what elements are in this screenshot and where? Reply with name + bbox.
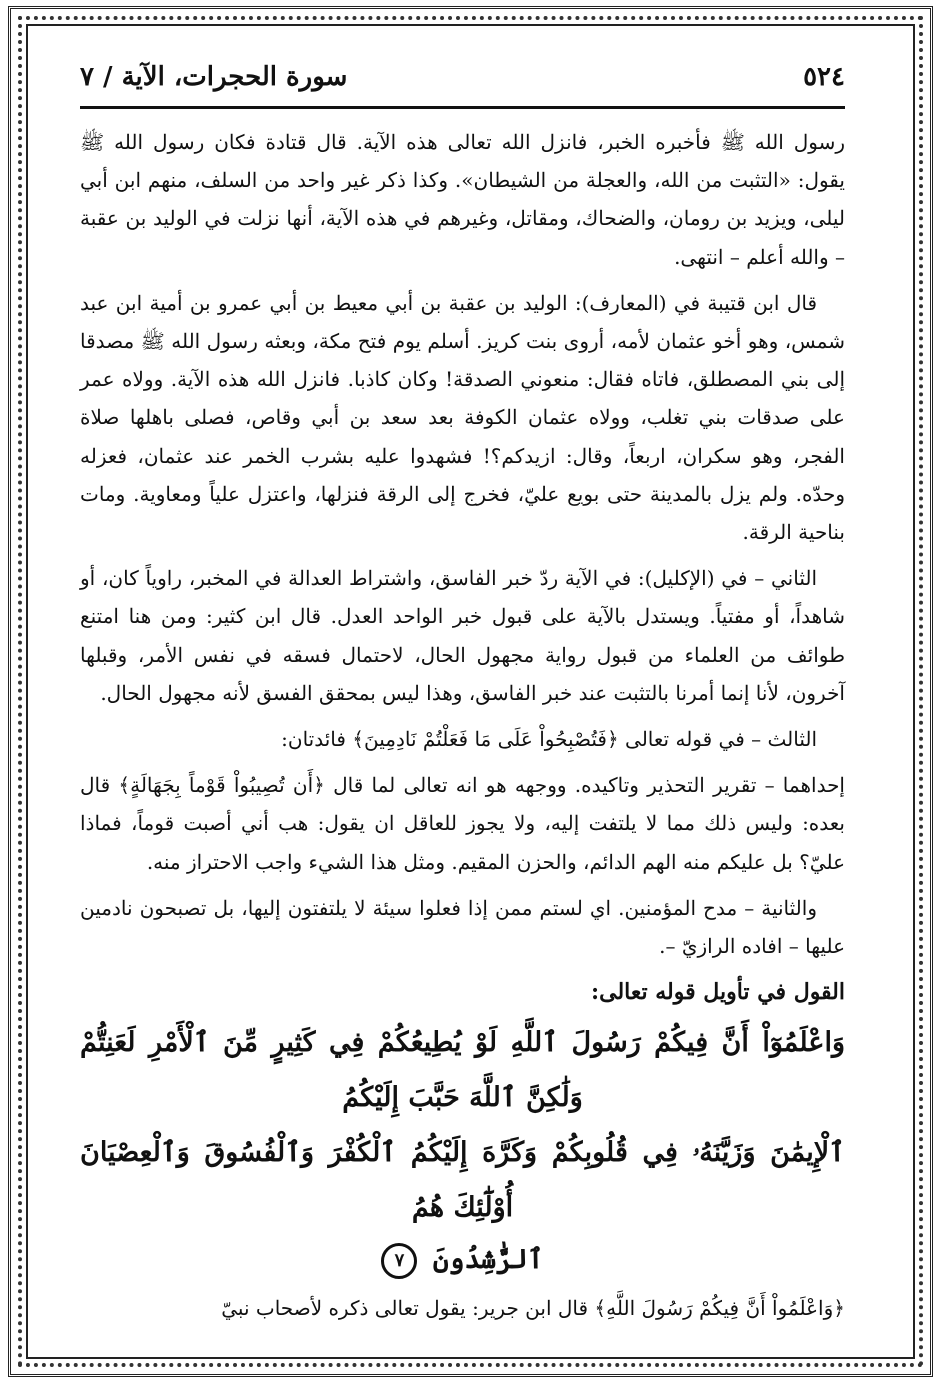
running-title: سورة الحجرات، الآية / ٧	[80, 62, 348, 92]
paragraph-5: إحداهما – تقرير التحذير وتاكيده. ووجهه هو انه تعالى لما قال ﴿أَن تُصِيبُواْ قَوْماً بِجَهَالَةٍ﴾ قال بعده: وليس ذلك مما لا يلتفت إليه، ولا يجوز للعاقل ان يقول: هب أني أصبت قوماً، فماذا عليّ؟ بل عليكم منه الهم الدائم، والحزن المقيم. ومثل هذا الشيء واجب الاحتراز منه.	[80, 773, 845, 874]
paragraph-3: الثاني – في (الإكليل): في الآية ردّ خبر الفاسق، واشتراط العدالة في المخبر، راوياً كان، أو شاهداً، أو مفتياً. ويستدل بالآية على قبول خبر الواحد العدل. قال ابن كثير: ومن هنا امتنع طوائف من العلماء من قبول رواية مجهول الحال، لاحتمال فسقه في نفس الأمر، وقبلها آخرون، لأنا إنما أمرنا بالتثبت عند خبر الفاسق، وهذا ليس بمحقق الفسق لأنه مجهول الحال.	[80, 566, 845, 705]
quran-verse-end-word: ٱلرَّٰشِدُونَ	[432, 1244, 544, 1276]
page-number: ٥٢٤	[803, 62, 845, 92]
ayah-number-marker: ٧	[381, 1243, 417, 1279]
section-heading: القول في تأويل قوله تعالى:	[591, 979, 845, 1006]
quran-verse-line-1: وَاعْلَمُوٓاْ أَنَّ فِيكُمْ رَسُولَ ٱللَّهِ لَوْ يُطِيعُكُمْ فِي كَثِيرٍ مِّنَ ٱلْأَمْرِ لَعَنِتُّمْ وَلَٰكِنَّ ٱللَّهَ حَبَّبَ إِلَيْكُمُ	[80, 1027, 845, 1114]
page-body	[80, 109, 845, 1327]
paragraph-2: قال ابن قتيبة في (المعارف): الوليد بن عقبة بن أبي معيط بن أبي عمرو بن أمية ابن عبد شمس، وهو أخو عثمان لأمه، أروى بنت كريز. أسلم يوم فتح مكة، وبعثه رسول الله ﷺ مصدقا إلى بني المصطلق، فاتاه فقال: منعوني الصدقة! وكان كاذبا. فانزل الله هذه الآية. وولاه عمر على صدقات بني تغلب، وولاه عثمان الكوفة بعد سعد بن أبي وقاص، فصلى باهلها صلاة الفجر، وهو سكران، اربعاً، وقال: ازيدكم؟! فشهدوا عليه بشرب الخمر عند عثمان، فعزله وحدّه. ولم يزل بالمدينة حتى بويع عليّ، فخرج إلى الرقة فنزلها، واعتزل علياً ومعاوية. ومات بناحية الرقة.	[80, 290, 845, 545]
paragraph-4: الثالث – في قوله تعالى ﴿فَتُصْبِحُواْ عَلَى مَا فَعَلْتُمْ نَادِمِينَ﴾ فائدتان:	[281, 727, 817, 752]
page-header	[80, 50, 845, 109]
page-content	[80, 50, 845, 1350]
paragraph-6: والثانية – مدح المؤمنين. اي لستم ممن إذا فعلوا سيئة لا يلتفتون إليها، بل تصبحون نادمين عليها – افاده الرازيّ –.	[80, 895, 845, 959]
quran-verse-line-3	[80, 1235, 845, 1285]
commentary-start: ﴿وَاعْلَمُواْ أَنَّ فِيكُمْ رَسُولَ اللَّهِ﴾ قال ابن جرير: يقول تعالى ذكره لأصحاب نبيّ	[221, 1296, 845, 1321]
paragraph-1: رسول الله ﷺ فأخبره الخبر، فانزل الله تعالى هذه الآية. قال قتادة فكان رسول الله ﷺ يقول: «التثبت من الله، والعجلة من الشيطان». وكذا ذكر غير واحد من السلف، منهم ابن أبي ليلى، ويزيد بن رومان، والضحاك، ومقاتل، وغيرهم في هذه الآية، أنها نزلت في الوليد بن عقبة – والله أعلم – انتهى.	[80, 130, 845, 269]
quran-verse-line-2: ٱلْإِيمَٰنَ وَزَيَّنَهُۥ فِي قُلُوبِكُمْ وَكَرَّهَ إِلَيْكُمُ ٱلْكُفْرَ وَٱلْفُسُوقَ وَٱلْعِصْيَانَ أُوْلَٰٓئِكَ هُمُ	[80, 1137, 845, 1224]
